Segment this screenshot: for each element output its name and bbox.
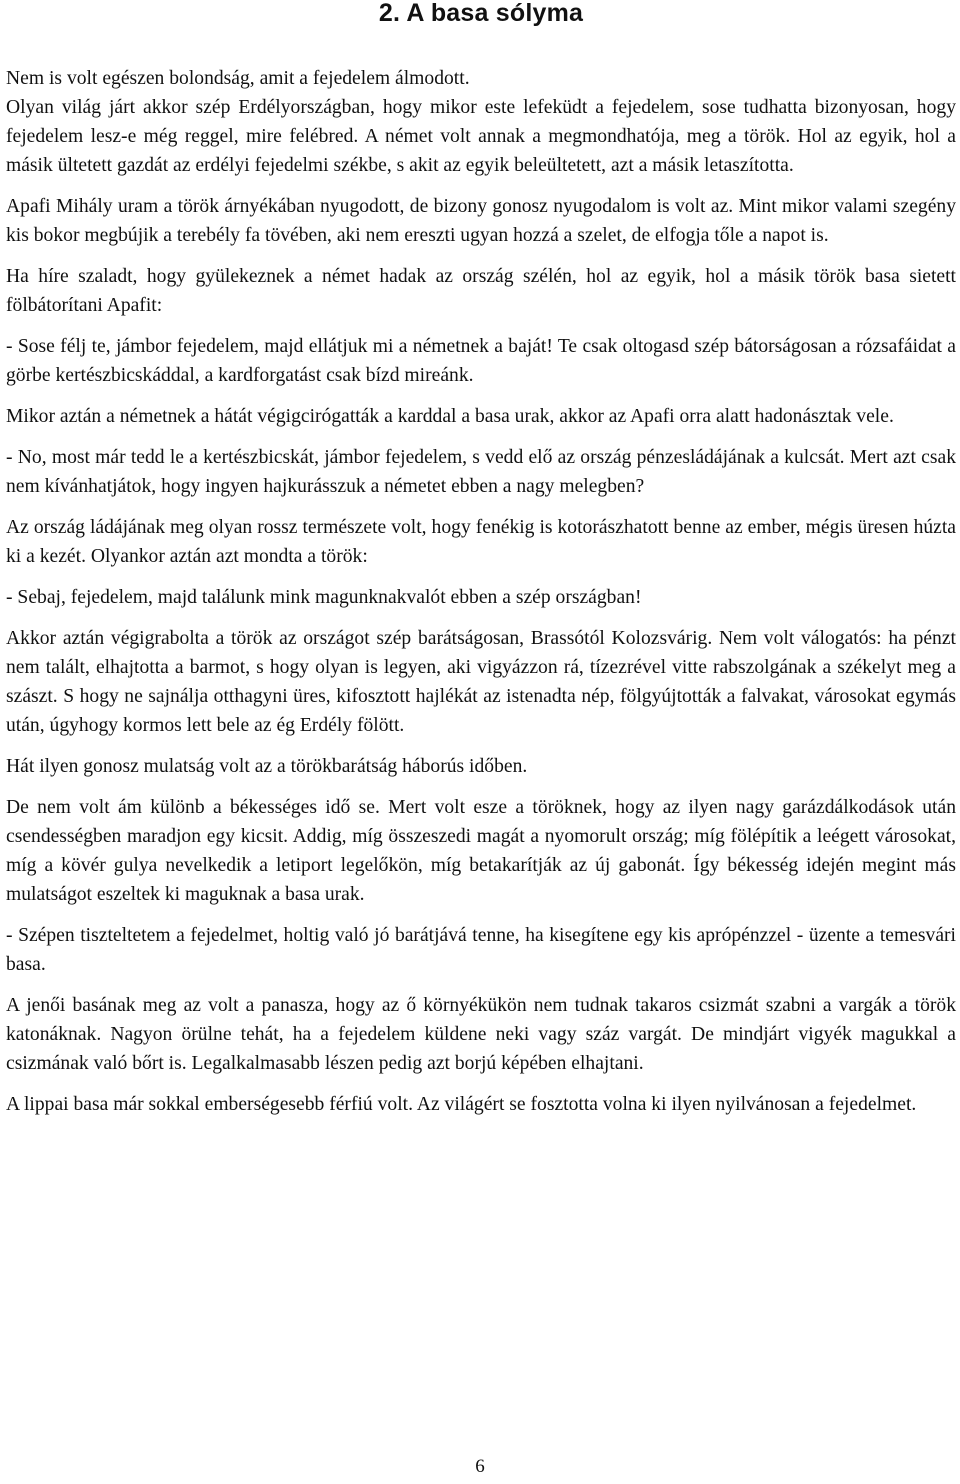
paragraph-7: - No, most már tedd le a kertészbicskát, jámbor fejedelem, s vedd elő az ország pénzesládájának a kulcsát. Mert azt csak nem kívánhatjátok, hogy ingyen hajkurásszuk a németet ebben a nagy melegben? [6, 447, 956, 497]
paragraph-13: - Szépen tiszteltetem a fejedelmet, holtig való jó barátjává tenne, ha kisegítene egy kis aprópénzzel - üzente a temesvári basa. [6, 925, 956, 975]
paragraph-11: Hát ilyen gonosz mulatság volt az a törökbarátság háborús időben. [6, 756, 528, 777]
chapter-title: 2. A basa sólyma [378, 0, 584, 27]
paragraph-15: A lippai basa már sokkal emberségesebb férfiú volt. Az világért se fosztotta volna ki ilyen nyilvánosan a fejedelmet. [6, 1094, 917, 1115]
paragraph-5: - Sose félj te, jámbor fejedelem, majd ellátjuk mi a németnek a baját! Te csak oltogasd szép bátorságosan a rózsafáidat a görbe kertészbicskáddal, a kardforgatást csak bízd mireánk. [6, 336, 956, 386]
paragraph-9: - Sebaj, fejedelem, majd találunk mink magunknakvalót ebben a szép országban! [6, 587, 642, 608]
body-text [6, 64, 956, 1131]
paragraph-14: A jenői basának meg az volt a panasza, hogy az ő környékükön nem tudnak takaros csizmát szabni a vargák a török katonáknak. Nagyon örülne tehát, ha a fejedelem küldene neki vagy száz vargát. De mindjárt vigyék magukkal a csizmának való bőrt is. Legalkalmasabb lészen pedig azt borjú képében elhajtani. [6, 995, 956, 1074]
paragraph-1: Nem is volt egészen bolondság, amit a fejedelem álmodott. [6, 68, 470, 89]
paragraph-2: Olyan világ járt akkor szép Erdélyországban, hogy mikor este lefeküdt a fejedelem, sose tudhatta bizonyosan, hogy fejedelem lesz-e még reggel, mire felébred. A német volt annak a megmondhatója, meg a török. Hol az egyik, hol a másik ültetett gazdát az erdélyi fejedelmi székbe, s akit az egyik beleültetett, azt a másik letaszította. [6, 97, 956, 176]
paragraph-4: Ha híre szaladt, hogy gyülekeznek a német hadak az ország szélén, hol az egyik, hol a másik török basa sietett fölbátorítani Apafit: [6, 266, 956, 316]
paragraph-8: Az ország ládájának meg olyan rossz természete volt, hogy fenékig is kotorászhatott benne az ember, mégis üresen húzta ki a kezét. Olyankor aztán azt mondta a török: [6, 517, 956, 567]
paragraph-3: Apafi Mihály uram a török árnyékában nyugodott, de bizony gonosz nyugodalom is volt az. Mint mikor valami szegény kis bokor megbújik a terebély fa tövében, aki nem ereszti ugyan hozzá a szelet, de elfogja tőle a napot is. [6, 196, 956, 246]
paragraph-6: Mikor aztán a németnek a hátát végigcirógatták a karddal a basa urak, akkor az Apafi orra alatt hadonásztak vele. [6, 406, 894, 427]
paragraph-12: De nem volt ám különb a békességes idő se. Mert volt esze a töröknek, hogy az ilyen nagy garázdálkodások után csendességben maradjon egy kicsit. Addig, míg összeszedi magát a nyomorult ország; míg fölépítik a leégett városokat, míg a kövér gulya nevelkedik a letiport legelőkön, míg betakarítják az új gabonát. Így békesség idején megint más mulatságot eszeltek ki maguknak a basa urak. [6, 797, 956, 905]
page-number: 6 [475, 1456, 485, 1477]
paragraph-10: Akkor aztán végigrabolta a török az országot szép barátságosan, Brassótól Kolozsvárig. Nem volt válogatós: ha pénzt nem talált, elhajtotta a barmot, s hogy olyan is legyen, aki vigyázzon rá, tízezrével vitte rabszolgának a székelyt meg a szászt. S hogy ne sajnálja otthagyni üres, kifosztott hajlékát az istenadta nép, fölgyújtották a falvakat, városokat egymás után, úgyhogy kormos lett bele az ég Erdély fölött. [6, 628, 956, 736]
